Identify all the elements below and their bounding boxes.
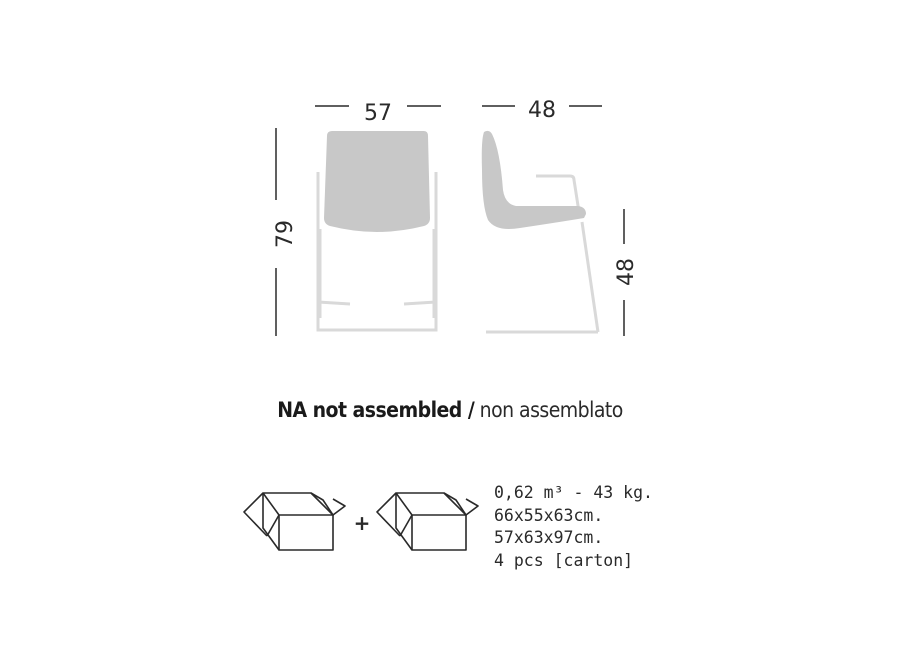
height-label: 79 [273,220,298,248]
depth-dimension [482,98,602,123]
assembly-caption [45,398,855,422]
depth-label: 48 [528,98,556,123]
packaging-volume-weight: 0,62 m³ - 43 kg. [494,483,653,502]
seat-height-label: 48 [614,258,639,286]
front-chair-icon [318,131,436,330]
plus-sign: + [353,511,371,535]
width-label: 57 [364,101,392,126]
packaging-info [494,482,854,572]
height-dimension [273,128,298,336]
packaging-box-size-2: 57x63x97cm. [494,528,604,547]
side-chair-icon [482,131,598,332]
seat-height-dimension [614,209,639,336]
caption-english: NA not assembled / [277,398,475,422]
packaging-quantity: 4 pcs [carton] [494,550,634,570]
width-dimension [315,101,441,126]
packaging-box-size-1: 66x55x63cm. [494,505,604,525]
caption-italian: non assemblato [479,398,623,422]
open-box-icon [244,493,345,550]
open-box-icon [377,493,478,550]
